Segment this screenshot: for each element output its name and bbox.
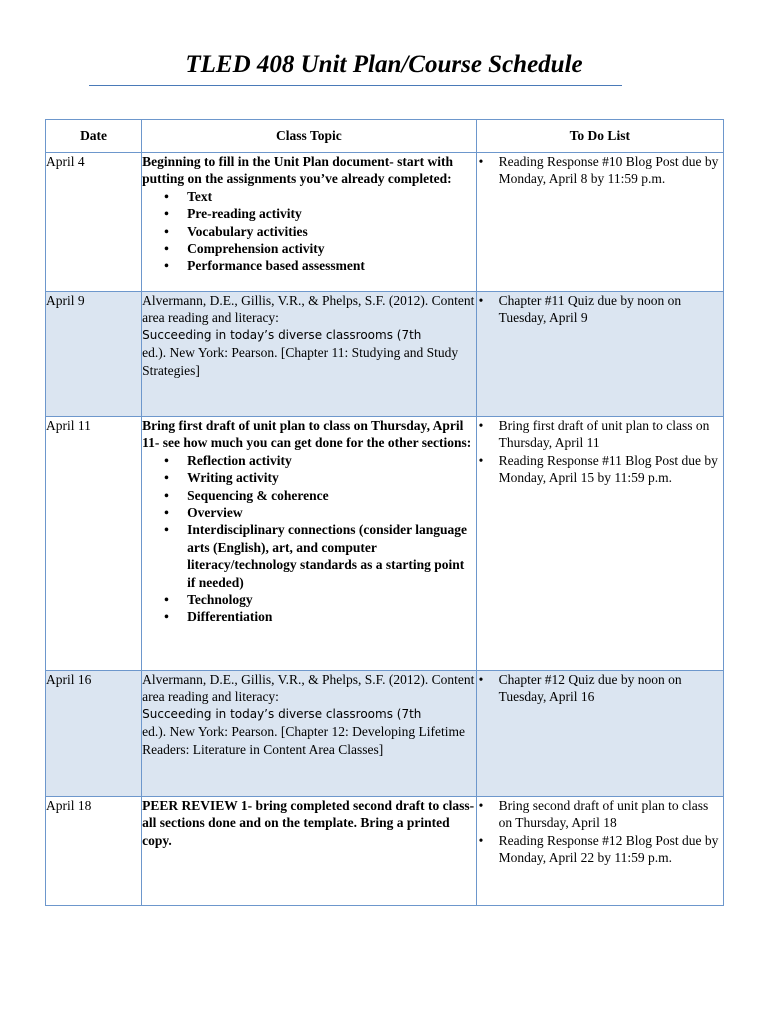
- todo-cell: [476, 797, 723, 906]
- list-item: • Reading Response #11 Blog Post due by Monday, April 15 by 11:59 p.m.: [477, 452, 723, 487]
- header-to-do-list: To Do List: [476, 120, 723, 153]
- list-item: • Overview: [142, 504, 475, 521]
- list-item: • Vocabulary activities: [142, 223, 475, 240]
- topic-items-list: [142, 452, 475, 626]
- citation-text: Alvermann, D.E., Gillis, V.R., & Phelps, S.F. (2012). Content area reading and literacy:: [142, 293, 475, 326]
- list-item: • Bring second draft of unit plan to class on Thursday, April 18: [477, 797, 723, 832]
- todo-list: [477, 292, 723, 327]
- topic-cell: [142, 153, 476, 292]
- date-cell: April 16: [46, 671, 142, 797]
- list-item: • Performance based assessment: [142, 257, 475, 274]
- list-item: • Chapter #11 Quiz due by noon on Tuesday, April 9: [477, 292, 723, 327]
- list-item: • Interdisciplinary connections (consider language arts (English), art, and computer literacy/technology standards as a starting point if needed): [142, 521, 475, 591]
- todo-list: [477, 797, 723, 867]
- todo-list: [477, 153, 723, 188]
- list-item: • Chapter #12 Quiz due by noon on Tuesday, April 16: [477, 671, 723, 706]
- date-cell: April 11: [46, 417, 142, 671]
- list-item: • Reading Response #12 Blog Post due by Monday, April 22 by 11:59 p.m.: [477, 832, 723, 867]
- citation-book-title: Succeeding in today’s diverse classrooms (7th: [142, 327, 422, 342]
- topic-intro: Beginning to fill in the Unit Plan document- start with putting on the assignments you’ve already completed:: [142, 154, 454, 187]
- topic-intro: PEER REVIEW 1- bring completed second draft to class- all sections done and on the template. Bring a printed copy.: [142, 798, 475, 848]
- header-date: Date: [46, 120, 142, 153]
- list-item: • Comprehension activity: [142, 240, 475, 257]
- list-item: • Reading Response #10 Blog Post due by Monday, April 8 by 11:59 p.m.: [477, 153, 723, 188]
- todo-list: [477, 671, 723, 706]
- date-cell: April 9: [46, 292, 142, 417]
- table-row: [46, 797, 724, 906]
- topic-cell: [142, 417, 476, 671]
- topic-items-list: [142, 188, 475, 275]
- topic-intro: Bring first draft of unit plan to class on Thursday, April 11- see how much you can get done for the other sections:: [142, 418, 472, 451]
- document-title: TLED 408 Unit Plan/Course Schedule: [185, 51, 583, 78]
- citation-text: Alvermann, D.E., Gillis, V.R., & Phelps, S.F. (2012). Content area reading and literacy:: [142, 672, 475, 705]
- date-cell: April 18: [46, 797, 142, 906]
- todo-list: [477, 417, 723, 487]
- todo-cell: [476, 671, 723, 797]
- citation-text: ed.). New York: Pearson. [Chapter 11: Studying and Study Strategies]: [142, 345, 459, 378]
- date-cell: April 4: [46, 153, 142, 292]
- list-item: • Text: [142, 188, 475, 205]
- topic-cell: [142, 292, 476, 417]
- list-item: • Technology: [142, 591, 475, 608]
- citation-text: ed.). New York: Pearson. [Chapter 12: Developing Lifetime Readers: Literature in Content Area Classes]: [142, 724, 465, 757]
- title-underline: [89, 85, 622, 86]
- list-item: • Writing activity: [142, 469, 475, 486]
- todo-cell: [476, 292, 723, 417]
- list-item: • Pre-reading activity: [142, 205, 475, 222]
- todo-cell: [476, 153, 723, 292]
- table-header-row: [46, 120, 724, 153]
- todo-cell: [476, 417, 723, 671]
- list-item: • Sequencing & coherence: [142, 487, 475, 504]
- citation-book-title: Succeeding in today’s diverse classrooms (7th: [142, 706, 422, 721]
- table-row: [46, 417, 724, 671]
- list-item: • Bring first draft of unit plan to class on Thursday, April 11: [477, 417, 723, 452]
- table-row: [46, 153, 724, 292]
- table-row: [46, 671, 724, 797]
- topic-cell: [142, 797, 476, 906]
- header-class-topic: Class Topic: [142, 120, 476, 153]
- list-item: • Differentiation: [142, 608, 475, 625]
- list-item: • Reflection activity: [142, 452, 475, 469]
- topic-cell: [142, 671, 476, 797]
- table-row: [46, 292, 724, 417]
- course-schedule-table: [45, 119, 724, 906]
